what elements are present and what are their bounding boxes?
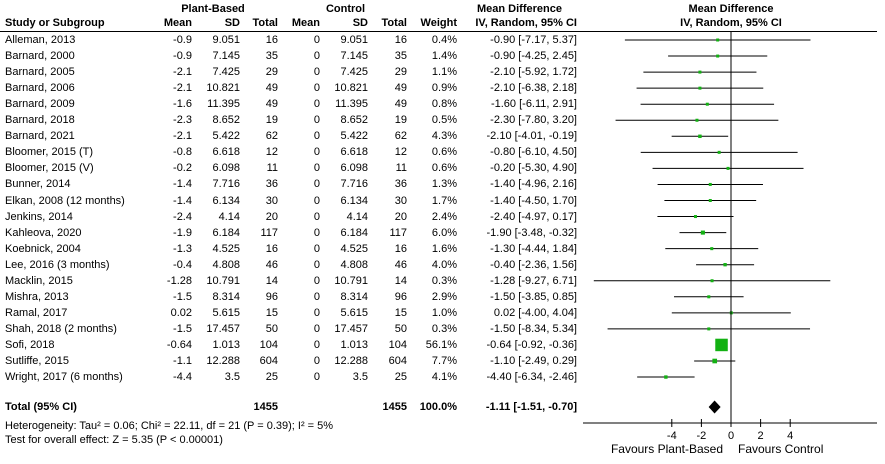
md-column-title: Mean Difference xyxy=(477,3,562,15)
cell-mean1: -1.1 xyxy=(173,355,192,367)
cell-mean1: -0.64 xyxy=(166,338,192,351)
cell-md: -4.40 [-6.34, -2.46] xyxy=(486,371,577,384)
cell-md: -1.50 [-3.85, 0.85] xyxy=(490,290,577,303)
cell-study: Barnard, 2009 xyxy=(5,98,75,111)
cell-weight: 56.1% xyxy=(425,338,457,351)
cell-mean1: -1.5 xyxy=(173,322,192,335)
axis-tick-label: 2 xyxy=(757,430,764,442)
effect-marker xyxy=(698,71,701,74)
effect-marker xyxy=(698,87,701,90)
cell-sd2: 9.051 xyxy=(340,34,368,46)
cell-weight: 0.9% xyxy=(431,82,457,95)
cell-weight: 7.7% xyxy=(431,355,457,367)
cell-mean2: 0 xyxy=(313,258,320,271)
table-row xyxy=(0,144,583,160)
table-row xyxy=(0,32,583,48)
cell-mean1: -0.9 xyxy=(173,50,192,63)
cell-sd1: 12.288 xyxy=(206,355,240,367)
effect-marker xyxy=(712,359,717,364)
cell-study: Elkan, 2008 (12 months) xyxy=(5,194,125,207)
col-header-total-pb: Total xyxy=(252,17,278,29)
cell-weight: 1.3% xyxy=(431,178,457,191)
table-row xyxy=(0,257,583,273)
cell-mean2: 0 xyxy=(313,338,320,351)
cell-md: -2.10 [-5.92, 1.72] xyxy=(490,66,577,79)
cell-sd1: 5.615 xyxy=(212,306,240,319)
cell-mean1: -2.1 xyxy=(173,66,192,79)
table-row xyxy=(0,209,583,225)
cell-study: Macklin, 2015 xyxy=(5,274,73,287)
overall-effect-note: Test for overall effect: Z = 5.35 (P < 0.00001) xyxy=(5,434,223,446)
cell-study: Koebnick, 2004 xyxy=(5,242,81,255)
effect-marker xyxy=(723,263,726,266)
cell-sd2: 1.013 xyxy=(340,338,368,351)
cell-mean1: -0.8 xyxy=(173,146,192,159)
table-row xyxy=(0,273,583,289)
cell-md: -0.64 [-0.92, -0.36] xyxy=(486,338,577,351)
cell-total2: 35 xyxy=(394,50,407,63)
cell-sd2: 6.098 xyxy=(340,162,368,175)
cell-total1: 14 xyxy=(265,274,278,287)
col-header-sd-pb: SD xyxy=(224,17,240,29)
cell-total1: 12 xyxy=(265,146,278,159)
cell-sd1: 1.013 xyxy=(212,338,240,351)
cell-total1: 11 xyxy=(266,162,278,175)
cell-sd2: 7.145 xyxy=(340,50,368,63)
favours-right-label: Favours Control xyxy=(738,442,824,456)
table-row xyxy=(0,112,583,128)
effect-marker xyxy=(727,167,730,170)
cell-sd2: 6.184 xyxy=(340,226,368,239)
cell-md: -2.30 [-7.80, 3.20] xyxy=(490,114,577,127)
effect-marker xyxy=(695,119,698,122)
cell-mean2: 0 xyxy=(313,226,320,239)
effect-marker xyxy=(710,247,713,250)
cell-total1: 20 xyxy=(265,210,278,223)
cell-sd1: 7.716 xyxy=(212,178,240,191)
col-header-weight: Weight xyxy=(420,17,457,29)
cell-weight: 1.0% xyxy=(431,306,457,319)
cell-mean2: 0 xyxy=(313,50,320,63)
cell-mean2: 0 xyxy=(313,130,320,143)
cell-study: Barnard, 2018 xyxy=(5,114,75,127)
table-row xyxy=(0,241,583,257)
table-row xyxy=(0,80,583,96)
cell-md: -0.40 [-2.36, 1.56] xyxy=(490,258,577,271)
cell-sd1: 5.422 xyxy=(212,130,240,143)
effect-marker xyxy=(707,295,710,298)
cell-weight: 1.7% xyxy=(431,194,457,207)
cell-study: Barnard, 2000 xyxy=(5,50,75,63)
cell-sd1: 10.821 xyxy=(206,82,240,95)
cell-mean1: -1.5 xyxy=(173,290,192,303)
cell-total2: 49 xyxy=(394,82,407,95)
cell-sd2: 17.457 xyxy=(334,322,368,335)
cell-study: Alleman, 2013 xyxy=(5,34,76,46)
effect-marker xyxy=(706,103,709,106)
cell-total2: 16 xyxy=(394,242,407,255)
cell-mean2: 0 xyxy=(313,34,320,46)
cell-mean1: -1.28 xyxy=(166,274,192,287)
total-md-ci: -1.11 [-1.51, -0.70] xyxy=(485,401,577,413)
cell-weight: 2.9% xyxy=(431,290,457,303)
cell-mean2: 0 xyxy=(313,194,320,207)
cell-study: Bloomer, 2015 (V) xyxy=(5,162,94,175)
cell-sd1: 6.618 xyxy=(212,146,240,159)
cell-sd2: 8.314 xyxy=(340,290,368,303)
cell-mean1: -1.4 xyxy=(173,194,192,207)
heterogeneity-note: Heterogeneity: Tau² = 0.06; Chi² = 22.11, df = 21 (P = 0.39); I² = 5% xyxy=(5,420,334,432)
effect-marker xyxy=(709,183,712,186)
cell-sd2: 7.425 xyxy=(340,66,368,79)
table-row xyxy=(0,128,583,144)
axis-tick-label: -4 xyxy=(666,430,677,442)
cell-weight: 0.3% xyxy=(431,274,457,287)
cell-study: Mishra, 2013 xyxy=(5,290,69,303)
cell-sd1: 4.14 xyxy=(218,210,240,223)
cell-total2: 19 xyxy=(394,114,407,127)
cell-weight: 4.3% xyxy=(431,130,457,143)
cell-study: Barnard, 2006 xyxy=(5,82,75,95)
table-row xyxy=(0,193,583,209)
table-row xyxy=(0,160,583,176)
cell-sd1: 6.098 xyxy=(212,162,240,175)
axis-tick-label: 4 xyxy=(787,430,794,442)
cell-total2: 29 xyxy=(394,66,407,79)
cell-sd2: 10.791 xyxy=(334,274,368,287)
cell-mean2: 0 xyxy=(313,290,320,303)
cell-total1: 62 xyxy=(265,130,278,143)
cell-total2: 12 xyxy=(394,146,407,159)
table-row xyxy=(0,337,583,353)
cell-total2: 104 xyxy=(388,338,407,351)
effect-marker xyxy=(709,199,712,202)
cell-total1: 25 xyxy=(265,371,278,384)
cell-weight: 0.8% xyxy=(431,98,457,111)
total-n-plant-based: 1455 xyxy=(253,401,278,413)
cell-study: Barnard, 2005 xyxy=(5,66,75,79)
table-row xyxy=(0,289,583,305)
cell-weight: 1.1% xyxy=(431,66,457,79)
cell-sd1: 8.652 xyxy=(212,114,240,127)
cell-total2: 46 xyxy=(394,258,407,271)
total-n-control: 1455 xyxy=(382,401,407,413)
table-row xyxy=(0,225,583,241)
cell-mean2: 0 xyxy=(313,274,320,287)
cell-total1: 35 xyxy=(265,50,278,63)
cell-total2: 36 xyxy=(394,178,407,191)
cell-sd2: 5.422 xyxy=(340,130,368,143)
cell-mean2: 0 xyxy=(313,66,320,79)
cell-sd1: 9.051 xyxy=(212,34,240,46)
cell-md: -0.90 [-4.25, 2.45] xyxy=(490,50,577,63)
effect-marker xyxy=(716,39,719,42)
cell-sd2: 8.652 xyxy=(340,114,368,127)
effect-marker xyxy=(730,311,733,314)
cell-md: 0.02 [-4.00, 4.04] xyxy=(493,306,577,319)
cell-mean1: -2.3 xyxy=(173,114,192,127)
effect-marker xyxy=(701,231,705,235)
cell-total1: 104 xyxy=(259,338,278,351)
effect-marker xyxy=(694,215,697,218)
cell-total1: 36 xyxy=(265,178,278,191)
cell-md: -1.30 [-4.44, 1.84] xyxy=(490,242,577,255)
cell-total1: 16 xyxy=(265,242,278,255)
cell-study: Sofi, 2018 xyxy=(5,338,55,351)
cell-total1: 30 xyxy=(265,194,278,207)
cell-mean2: 0 xyxy=(313,322,320,335)
cell-total1: 16 xyxy=(265,34,278,46)
cell-mean2: 0 xyxy=(313,98,320,111)
cell-total2: 15 xyxy=(394,306,407,319)
summary-diamond xyxy=(709,401,721,414)
cell-total1: 15 xyxy=(265,306,278,319)
cell-total1: 49 xyxy=(265,98,278,111)
cell-sd2: 3.5 xyxy=(352,371,368,384)
cell-md: -2.10 [-6.38, 2.18] xyxy=(490,82,577,95)
cell-total1: 117 xyxy=(260,226,278,239)
table-row xyxy=(0,353,583,369)
cell-total2: 14 xyxy=(394,274,407,287)
col-header-md-ci: IV, Random, 95% CI xyxy=(475,17,577,29)
table-row xyxy=(0,96,583,112)
cell-sd1: 6.184 xyxy=(212,226,240,239)
cell-md: -2.40 [-4.97, 0.17] xyxy=(490,210,577,223)
cell-mean1: -0.2 xyxy=(173,162,192,175)
col-header-mean-pb: Mean xyxy=(163,17,192,29)
cell-md: -0.90 [-7.17, 5.37] xyxy=(490,34,577,46)
total-weight: 100.0% xyxy=(419,401,457,413)
effect-marker xyxy=(711,279,714,282)
effect-marker xyxy=(715,339,728,352)
effect-marker xyxy=(707,327,710,330)
cell-total2: 96 xyxy=(394,290,407,303)
col-header-total-ctrl: Total xyxy=(381,17,407,29)
cell-md: -1.10 [-2.49, 0.29] xyxy=(490,355,577,367)
cell-md: -1.40 [-4.50, 1.70] xyxy=(490,194,577,207)
cell-sd2: 12.288 xyxy=(334,355,368,367)
cell-sd2: 4.525 xyxy=(340,242,368,255)
cell-total2: 117 xyxy=(389,226,407,239)
cell-weight: 4.1% xyxy=(431,371,457,384)
cell-weight: 0.6% xyxy=(431,146,457,159)
cell-mean2: 0 xyxy=(313,371,320,384)
cell-sd1: 4.525 xyxy=(212,242,240,255)
group-header-plant-based: Plant-Based xyxy=(181,3,245,15)
cell-study: Wright, 2017 (6 months) xyxy=(5,371,123,384)
cell-mean1: -2.1 xyxy=(173,130,192,143)
cell-weight: 0.5% xyxy=(431,114,457,127)
cell-total1: 46 xyxy=(265,258,278,271)
table-row xyxy=(0,176,583,192)
cell-weight: 1.4% xyxy=(431,50,457,63)
header-column-row xyxy=(0,15,583,31)
cell-total2: 604 xyxy=(388,355,407,367)
cell-weight: 4.0% xyxy=(431,258,457,271)
cell-mean1: 0.02 xyxy=(170,306,192,319)
cell-sd2: 4.14 xyxy=(346,210,368,223)
cell-sd1: 4.808 xyxy=(212,258,240,271)
cell-sd2: 6.618 xyxy=(340,146,368,159)
cell-total1: 604 xyxy=(259,355,278,367)
total-row xyxy=(0,399,583,415)
cell-total1: 49 xyxy=(265,82,278,95)
plot-subtitle: IV, Random, 95% CI xyxy=(680,17,782,29)
cell-mean1: -1.4 xyxy=(173,178,192,191)
cell-total2: 62 xyxy=(394,130,407,143)
cell-total2: 25 xyxy=(394,371,407,384)
group-header-control: Control xyxy=(325,3,366,15)
cell-mean2: 0 xyxy=(313,355,320,367)
cell-mean2: 0 xyxy=(313,306,320,319)
cell-sd1: 8.314 xyxy=(212,290,240,303)
cell-weight: 6.0% xyxy=(431,226,457,239)
effect-marker xyxy=(718,151,721,154)
cell-sd2: 11.395 xyxy=(335,98,368,111)
col-header-mean-ctrl: Mean xyxy=(291,17,320,29)
table-row xyxy=(0,321,583,337)
cell-weight: 0.3% xyxy=(431,322,457,335)
cell-sd1: 17.457 xyxy=(206,322,240,335)
cell-sd2: 4.808 xyxy=(340,258,368,271)
cell-mean1: -0.9 xyxy=(173,34,192,46)
cell-total1: 19 xyxy=(265,114,278,127)
cell-study: Bunner, 2014 xyxy=(5,178,71,191)
cell-total2: 30 xyxy=(394,194,407,207)
cell-total1: 50 xyxy=(265,322,278,335)
cell-study: Shah, 2018 (2 months) xyxy=(5,322,117,335)
cell-mean2: 0 xyxy=(313,114,320,127)
axis-tick-label: -2 xyxy=(696,430,707,442)
cell-study: Bloomer, 2015 (T) xyxy=(5,146,94,159)
cell-study: Ramal, 2017 xyxy=(5,306,68,319)
table-row xyxy=(0,64,583,80)
cell-mean1: -2.1 xyxy=(173,82,192,95)
cell-study: Lee, 2016 (3 months) xyxy=(5,258,110,271)
cell-mean1: -2.4 xyxy=(173,210,192,223)
cell-sd1: 7.145 xyxy=(212,50,240,63)
cell-md: -0.20 [-5.30, 4.90] xyxy=(490,162,577,175)
cell-sd1: 7.425 xyxy=(212,66,240,79)
cell-sd2: 7.716 xyxy=(340,178,368,191)
cell-total1: 29 xyxy=(265,66,278,79)
cell-study: Barnard, 2021 xyxy=(5,130,75,143)
cell-total2: 50 xyxy=(394,322,407,335)
cell-mean1: -1.3 xyxy=(173,242,192,255)
cell-sd1: 10.791 xyxy=(206,274,240,287)
cell-md: -1.60 [-6.11, 2.91] xyxy=(490,98,577,111)
table-row xyxy=(0,48,583,64)
favours-left-label: Favours Plant-Based xyxy=(610,442,723,456)
col-header-study: Study or Subgroup xyxy=(5,17,105,29)
cell-sd1: 6.134 xyxy=(212,194,240,207)
cell-total2: 20 xyxy=(394,210,407,223)
axis-tick-label: 0 xyxy=(727,430,735,442)
cell-mean2: 0 xyxy=(313,82,320,95)
cell-md: -1.28 [-9.27, 6.71] xyxy=(490,274,577,287)
cell-total1: 96 xyxy=(265,290,278,303)
table-row xyxy=(0,305,583,321)
col-header-sd-ctrl: SD xyxy=(352,17,368,29)
cell-mean1: -0.4 xyxy=(173,258,192,271)
cell-mean2: 0 xyxy=(313,242,320,255)
cell-sd2: 6.134 xyxy=(340,194,368,207)
cell-sd1: 3.5 xyxy=(224,371,240,384)
effect-marker xyxy=(716,55,719,58)
cell-mean2: 0 xyxy=(313,162,320,175)
cell-mean1: -1.9 xyxy=(173,226,192,239)
cell-study: Sutliffe, 2015 xyxy=(5,355,70,367)
plot-title: Mean Difference xyxy=(688,3,774,15)
cell-md: -1.50 [-8.34, 5.34] xyxy=(490,322,577,335)
cell-study: Jenkins, 2014 xyxy=(5,210,73,223)
cell-md: -2.10 [-4.01, -0.19] xyxy=(486,130,577,143)
cell-mean2: 0 xyxy=(313,178,320,191)
cell-total2: 16 xyxy=(394,34,407,46)
total-label: Total (95% CI) xyxy=(5,401,77,413)
cell-sd2: 5.615 xyxy=(340,306,368,319)
cell-md: -1.90 [-3.48, -0.32] xyxy=(486,226,577,239)
cell-total2: 11 xyxy=(395,162,407,175)
cell-mean1: -1.6 xyxy=(173,98,192,111)
cell-mean2: 0 xyxy=(313,210,320,223)
cell-md: -1.40 [-4.96, 2.16] xyxy=(490,178,577,191)
cell-weight: 0.4% xyxy=(431,34,457,46)
cell-md: -0.80 [-6.10, 4.50] xyxy=(490,146,577,159)
effect-marker xyxy=(698,135,701,138)
table-row xyxy=(0,369,583,385)
cell-weight: 0.6% xyxy=(431,162,457,175)
cell-weight: 2.4% xyxy=(431,210,457,223)
cell-total2: 49 xyxy=(394,98,407,111)
effect-marker xyxy=(664,375,667,378)
cell-weight: 1.6% xyxy=(431,242,457,255)
cell-mean1: -4.4 xyxy=(173,371,192,384)
cell-sd1: 11.395 xyxy=(207,98,240,111)
cell-mean2: 0 xyxy=(313,146,320,159)
cell-study: Kahleova, 2020 xyxy=(5,226,82,239)
cell-sd2: 10.821 xyxy=(334,82,368,95)
